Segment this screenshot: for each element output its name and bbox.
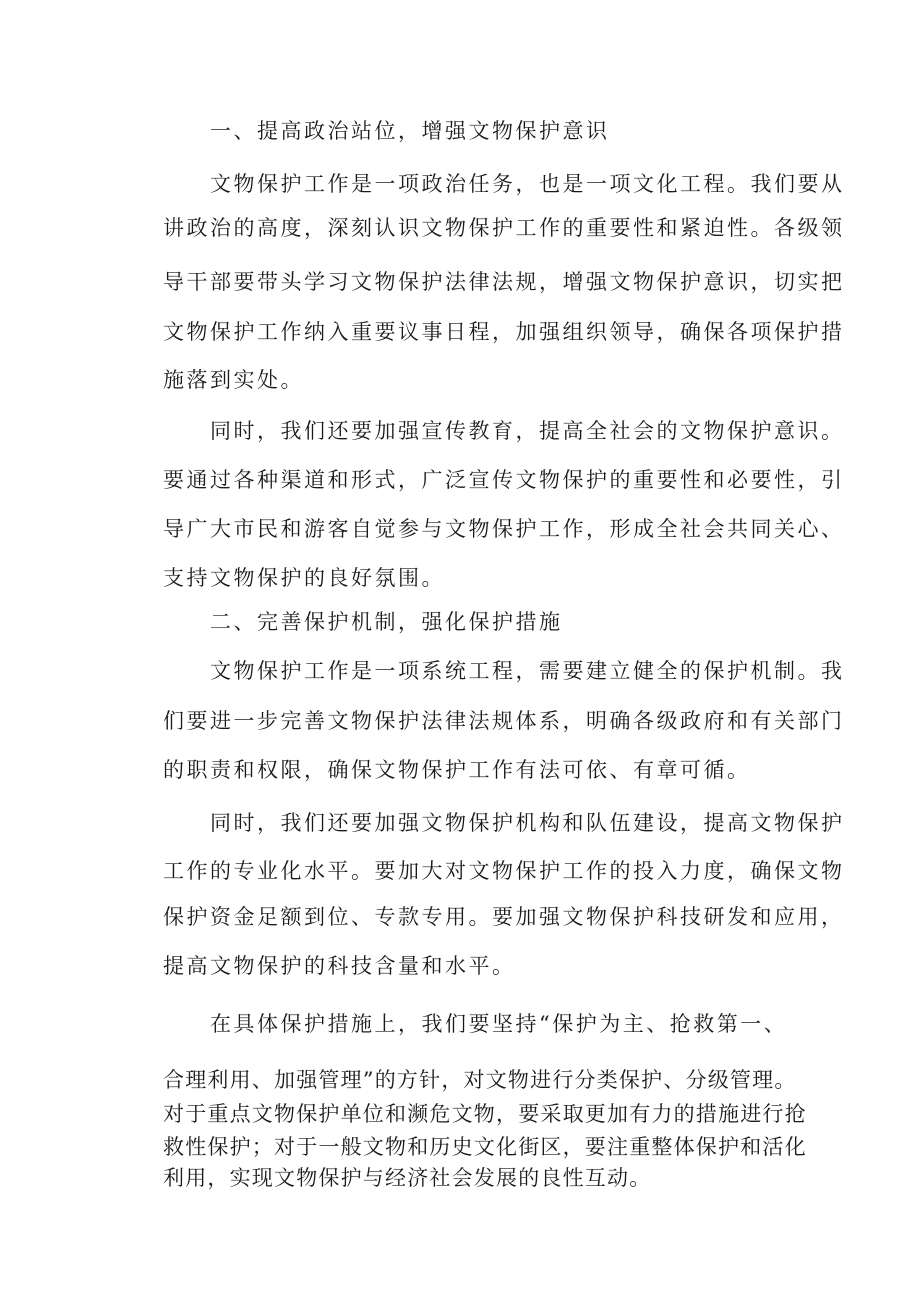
paragraph-line: 在具体保护措施上，我们要坚持“保护为主、抢救第一、	[210, 1012, 788, 1036]
paragraph-line: 导广大市民和游客自觉参与文物保护工作，形成全社会共同关心、	[163, 517, 845, 541]
paragraph-line: 的职责和权限，确保文物保护工作有法可依、有章可循。	[163, 758, 751, 782]
paragraph-line: 合理利用、加强管理”的方针，对文物进行分类保护、分级管理。	[163, 1068, 797, 1092]
paragraph-line: 同时，我们还要加强宣传教育，提高全社会的文物保护意识。	[210, 419, 845, 443]
paragraph-line: 同时，我们还要加强文物保护机构和队伍建设，提高文物保护	[210, 811, 845, 835]
paragraph-line: 支持文物保护的良好氛围。	[163, 566, 445, 590]
paragraph-line: 要通过各种渠道和形式，广泛宣传文物保护的重要性和必要性，引	[163, 468, 845, 492]
paragraph-line: 讲政治的高度，深刻认识文物保护工作的重要性和紧迫性。各级领	[163, 216, 845, 240]
section-heading-1: 一、提高政治站位，增强文物保护意识	[210, 119, 610, 143]
paragraph-line: 文物保护工作纳入重要议事日程，加强组织领导，确保各项保护措	[163, 320, 845, 344]
section-heading-2: 二、完善保护机制，强化保护措施	[210, 610, 563, 634]
paragraph-line: 们要进一步完善文物保护法律法规体系，明确各级政府和有关部门	[163, 709, 845, 733]
paragraph-line: 文物保护工作是一项政治任务，也是一项文化工程。我们要从	[210, 172, 845, 196]
paragraph-line: 救性保护；对于一般文物和历史文化街区，要注重整体保护和活化	[163, 1135, 807, 1159]
paragraph-line: 对于重点文物保护单位和濒危文物，要采取更加有力的措施进行抢	[163, 1102, 807, 1126]
paragraph-line: 工作的专业化水平。要加大对文物保护工作的投入力度，确保文物	[163, 859, 845, 883]
paragraph-line: 施落到实处。	[163, 368, 304, 392]
paragraph-line: 导干部要带头学习文物保护法律法规，增强文物保护意识，切实把	[163, 270, 845, 294]
paragraph-line: 利用，实现文物保护与经济社会发展的良性互动。	[163, 1166, 652, 1190]
paragraph-line: 保护资金足额到位、专款专用。要加强文物保护科技研发和应用，	[163, 905, 845, 929]
paragraph-line: 文物保护工作是一项系统工程，需要建立健全的保护机制。我	[210, 659, 845, 683]
paragraph-line: 提高文物保护的科技含量和水平。	[163, 954, 516, 978]
